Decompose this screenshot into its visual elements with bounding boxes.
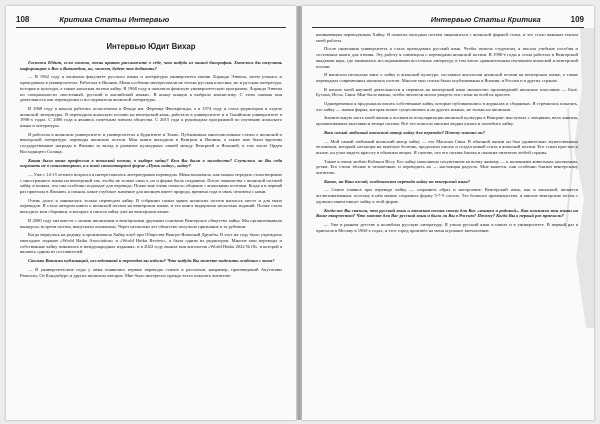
interview-answer: — Уже с 14-15 летнего возраста я интересовалась литературным переводом. Меня волновало, как можно передать стихотворение с иностранного языка на венгерский так, чтобы не только смысл, но и форма была сохранена. После знакомства с японской поэзией хайку я поняла, что она особенно подходит для перевода. Позже мне очень помогло общение с японскими поэтами. Когда я в первый раз приехала в Японию, я поняла, какое глубокое значение для японцев имеет природа, времена года и связь человека с ними.	[20, 171, 282, 195]
interview-answer: — В университетские годы у меня появились первые переводы стихов и рассказов, например, произведений Акутагавы Рюноскэ, Оэ Кэндзабуро и других японских авторов. Мне было интересно прежде всего показать читателю	[20, 266, 282, 278]
interview-answer: Одновременно я продолжала писать собственные хайку, которые публиковались в журналах и сборниках. Я стремилась показать, что хайку — живая форма, которая может существовать и на других языках, не только на японском.	[316, 101, 578, 112]
left-paragraphs	[20, 60, 282, 278]
interview-answer: Также я очень люблю Кобаяси Иссу. Его хайку наполнены сочувствием ко всему живому — к маленьким животным, насекомым, детям. Его стихи тёплые и человечные, и переводить их — настоящая радость. Мне кажется, они особенно близки венгерскому читателю.	[316, 158, 578, 176]
left-running-head	[16, 12, 286, 26]
interview-question: Ваш самый любимый японский автор хайку для перевода? Почему именно он?	[324, 129, 485, 135]
interview-answer: — Самое главное при переводе хайку — сохранить образ и настроение. Венгерский язык, как и японский, является агглютинативным, поэтому в нём можно сохранить форму 5-7-5 слогов. Это большое преимущество, и многие венгерские поэты с удовольствием пишут хайку в этой форме.	[316, 187, 578, 204]
right-paragraphs	[316, 32, 578, 233]
interview-answer: В начале моей научной деятельности я перевела на венгерский язык множество произведений японских классиков — Басё, Бусона, Иссы, Сики. Мне было важно, чтобы читатели могли увидеть эти стихи во всей их красоте.	[316, 86, 578, 98]
interview-answer: — Мой самый любимый японский автор хайку — это Масаока Сики. В обычной жизни он был удивительно мужественным человеком, который, несмотря на тяжёлую болезнь, продолжал писать и создал новый стиль в японской поэзии. Его стихи простые и ясные, он учил видеть красоту в обычных вещах. Я считаю, что его поэзия близка и понятна читателю любой страны.	[316, 138, 578, 155]
interview-question: Сколько Вашими публикаций, исследований и переводов вы издали? Что-нибудь Вы можете выделить особенно с вами?	[28, 258, 275, 264]
interview-answer: Я написала несколько книг о хайку и японской культуре, составила антологии японской поэзии на венгерском языке, а также переводила современных японских поэтов. Многие мои статьи были опубликованы в Японии, в России и в других странах.	[316, 72, 578, 83]
article-title: Интервью Юдит Вихар	[106, 42, 196, 51]
right-content	[316, 32, 578, 414]
right-section-title: Интервью Статьи Критика	[430, 14, 541, 24]
right-header-rule	[312, 27, 584, 28]
right-page-number: 109	[570, 14, 584, 24]
interview-answer: Когда вернулась на родину, я организовала Хайку клуб при Обществе Венгро-Японской Дружбы. В этот же году было учреждено ежегодное издание «World Haiku Association» и «World Haiku Review», я была одним из редакторов. Многие мои переводы и собственные хайку появились в международных изданиях, и в 2022 году вышла моя антология «World Haiku 2022 №18», в которой я являюсь одним из составителей.	[20, 232, 282, 255]
interview-answer: — В 1962 году я окончила факультет русского языка и литературы университета имени Лоранда Этвеша, затем училась и преподавала в университетах. Работала в Японии. Меня особенно интересовали не только русская классика, но и русская литература, история и культура, а также японская поэзия хайку. В 1968 году я окончила финскую университетскую программу. Лоранда Этвеша по специальности «восточный, русский и английский языки». В конце концов я выбрала японистику. С этим связана моя деятельность как переводчика и исследователя японской литературы.	[20, 74, 283, 103]
left-page	[6, 6, 296, 420]
interview-question: Какая была ваша профессия в японской поэзии, в выборе хайку? Кем Вы были в молодости? Случилось ли Вы себя ощутить не в стихотворном, а в иной стихотворной форме «Путь хайку», хайку?	[20, 157, 282, 169]
interview-answer: Очень долго я занималась только переводом хайку. В собрании самых ярких японских поэтов нашлось место и для моих переводов. Я стала автором книги о японской поэзии на венгерском языке, и эта книга выдержала несколько изданий. Позже стали выходить мои сборники, в которых я писала хайку уже на венгерском языке.	[20, 197, 282, 215]
right-running-head	[312, 12, 584, 26]
interview-answer: — Уже в раннем детстве я полюбила русскую литературу. Я учила русский язык в школе и в университете. В первый раз я приехала в Москву в 1960-х годах, и этот город произвёл на меня огромное впечатление.	[316, 221, 578, 233]
interview-question: Какие, на Ваш взгляд, особенности перевода хайку на венгерский язык?	[324, 178, 470, 184]
interview-answer: Значительную часть моей жизни я посвятила популяризации японской культуры в Венгрии: выступала с лекциями, вела занятия, организовывала выставки и вечера поэзии. Всё это помогло многим людям узнать и полюбить хайку.	[316, 115, 578, 127]
left-content	[20, 32, 282, 414]
interview-answer: начинающим переводчикам Хайку. Я помогла молодым поэтам знакомиться с японской формой стиха, и это стало важным этапом моей работы.	[316, 32, 578, 43]
interview-question: Когда-то Вы сказали, что русский язык и японская поэзия стали для Вас «языком и родиной». Как повлияли эти языки на Ваше творчество? Что значит для Вас русский язык и была ли Вы в Россию? Почему? Когда Вы в первый раз приехали?	[316, 207, 578, 219]
interview-answer: После окончания университета я стала преподавать русский язык. Чтобы помочь студентам, я писала учебные пособия и составляла книги для чтения. Эту работу я совмещала с переводами японской поэзии. В 1990-е годы я стала работать в Венгерской академии наук, где занималась исследованиями восточных литератур, в том числе сравнительным изучением японской и венгерской поэзии.	[316, 46, 578, 69]
interview-answer: В 2000 году мы вместе с моими японскими и венгерскими друзьями основали Венгерское общество хайку. Мы организовывали конкурсы, встречи поэтов, выпускали альманахи. Через несколько лет общество получило признание и за рубежом.	[20, 217, 282, 229]
interview-question: Госпожа Юдит, если можно, очень кратко расскажите о себе, что нибудь из вашей биографии. Хотелось бы получить информацию о Вас в Википедии, но, может, будет что добавить?	[20, 60, 282, 71]
left-page-number: 108	[16, 14, 30, 24]
right-page	[302, 6, 594, 420]
left-section-title: Критика Статьи Интервью	[59, 14, 170, 24]
interview-answer: Я работала в японском университете и университетах в Будапеште и Токио. Публиковала многочисленные статьи о японской и венгерской литературе, переводы японских поэтов. Мои книги выходили в Венгрии и Японии, а также мне были вручены государственные награды в Японии за вклад в развитие культурных связей между Венгрией и Японией, в том числе Орден Восходящего Солнца.	[20, 131, 282, 154]
interview-answer: В 1968 году я начала работать ассистентом в Фонде им. Ференца Фюльфельди, а в 1974 году я стала редактором в отделе японской литературы. Я переводила японскую поэзию на венгерский язык, работала в университете и в Токийском университете в 1990-х годах. С 2006 года я являюсь почётным членом общества. С 2015 года я руководила программой по изучению японского языка и литературы.	[20, 105, 282, 129]
left-header-rule	[16, 27, 286, 28]
